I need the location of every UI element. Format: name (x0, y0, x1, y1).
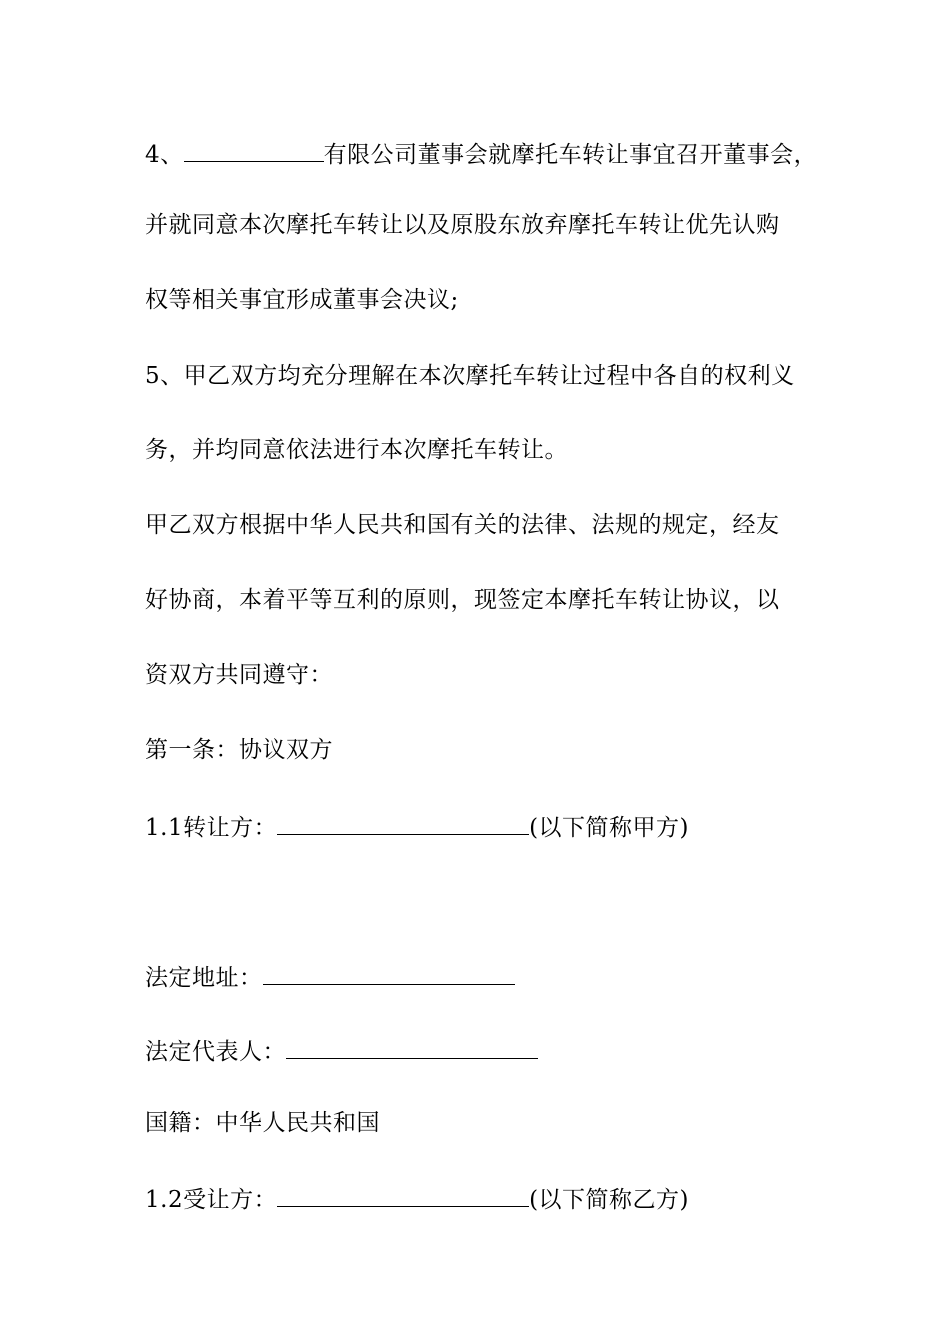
transferor-suffix: (以下简称甲方) (529, 815, 690, 841)
item-4-line-3: 权等相关事宜形成董事会决议; (145, 287, 459, 313)
legal-address-label: 法定地址： (145, 965, 263, 991)
legal-rep-line (145, 1034, 538, 1067)
transferor-blank (277, 810, 529, 835)
legal-address-line (145, 960, 515, 993)
transferee-line (145, 1182, 689, 1215)
transferor-label: 1.1转让方： (145, 815, 278, 841)
transferee-suffix: (以下简称乙方) (529, 1187, 690, 1213)
intro-line-2: 好协商，本着平等互利的原则，现签定本摩托车转让协议，以 (145, 587, 780, 613)
item-4-line-2: 并就同意本次摩托车转让以及原股东放弃摩托车转让优先认购 (145, 212, 780, 238)
company-name-blank (184, 137, 324, 162)
nationality-line: 国籍：中华人民共和国 (145, 1110, 380, 1136)
intro-line-1: 甲乙双方根据中华人民共和国有关的法律、法规的规定，经友 (145, 512, 780, 538)
legal-address-blank (263, 960, 515, 985)
legal-rep-label: 法定代表人： (145, 1039, 286, 1065)
legal-rep-blank (286, 1034, 538, 1059)
intro-line-3: 资双方共同遵守： (145, 662, 333, 688)
item-5-line-2: 务，并均同意依法进行本次摩托车转让。 (145, 437, 568, 463)
item-4-text: 有限公司董事会就摩托车转让事宜召开董事会， (323, 142, 818, 168)
transferee-blank (277, 1182, 529, 1207)
article-1-title: 第一条：协议双方 (145, 737, 333, 763)
item-4-line-1 (145, 137, 817, 170)
item-4-number: 4、 (145, 142, 184, 168)
item-5-line-1: 5、甲乙双方均充分理解在本次摩托车转让过程中各自的权利义 (145, 363, 795, 389)
transferee-label: 1.2受让方： (145, 1187, 278, 1213)
transferor-line (145, 810, 689, 843)
